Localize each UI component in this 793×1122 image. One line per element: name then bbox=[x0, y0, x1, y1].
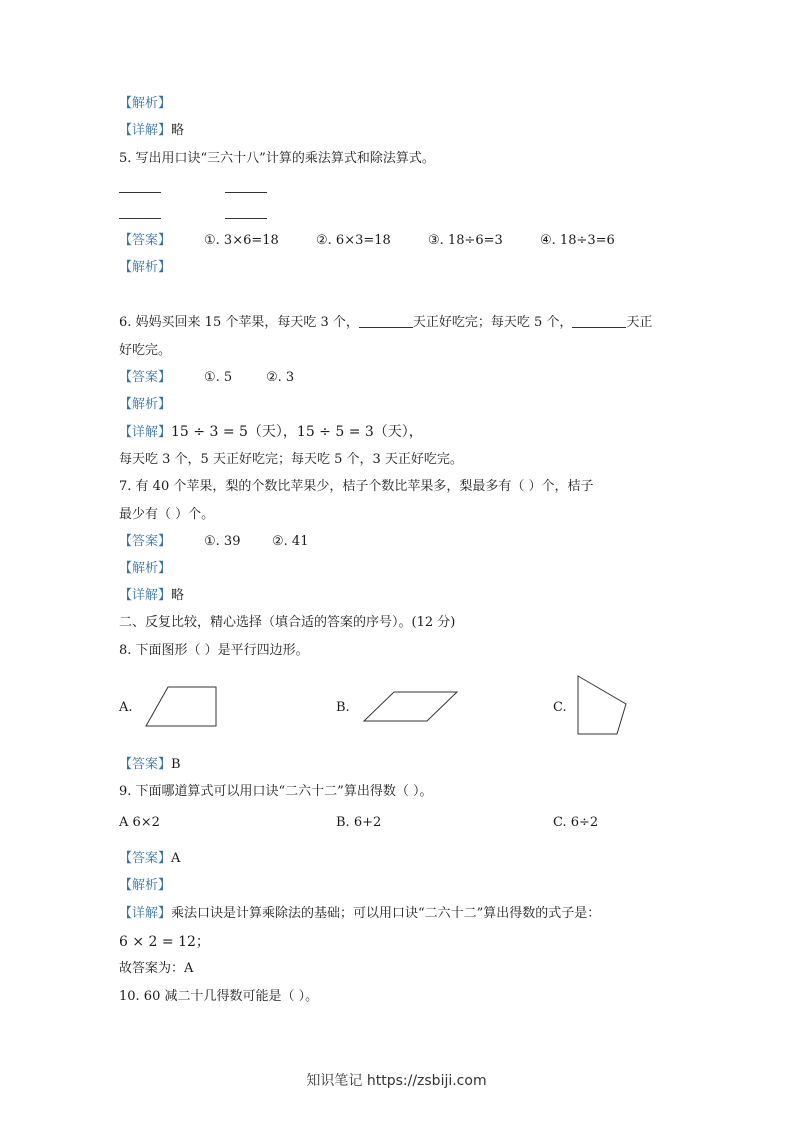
detail-text: 每天吃 3 个，5 天正好吃完；每天吃 5 个，3 天正好吃完。 bbox=[119, 452, 463, 467]
option-b-label: B. bbox=[336, 700, 350, 715]
answer-blank bbox=[225, 191, 267, 193]
answer-value: B bbox=[171, 757, 181, 772]
question-8: 8. 下面图形（ ）是平行四边形。 bbox=[119, 643, 309, 658]
detail-text: 略 bbox=[171, 123, 185, 138]
detail-text: 略 bbox=[171, 588, 185, 603]
detail-tag: 【详解】 bbox=[119, 906, 172, 921]
question-10: 10. 60 减二十几得数可能是（ ）。 bbox=[119, 989, 319, 1004]
answer-line bbox=[119, 756, 181, 774]
q6-text-b: 天正好吃完；每天吃 5 个， bbox=[412, 315, 573, 330]
question-6-line2: 好吃完。 bbox=[119, 343, 172, 358]
answer-blank bbox=[359, 326, 413, 328]
section-title: 二、反复比较，精心选择（填合适的答案的序号）。(12 分) bbox=[119, 615, 456, 630]
analysis-tag: 【解析】 bbox=[119, 260, 172, 275]
answer-blank bbox=[119, 217, 161, 219]
option-c-label: C. bbox=[553, 700, 567, 715]
detail-line bbox=[119, 905, 600, 923]
answer-blank bbox=[225, 217, 267, 219]
question-9: 9. 下面哪道算式可以用口诀“二六十二”算出得数（ ）。 bbox=[119, 784, 433, 799]
answer-line bbox=[119, 232, 171, 250]
analysis-tag: 【解析】 bbox=[119, 397, 172, 412]
detail-tag: 【详解】 bbox=[119, 425, 172, 440]
answer-tag: 【答案】 bbox=[119, 851, 172, 866]
answer-value: ②. 3 bbox=[266, 370, 295, 385]
detail-text: 乘法口诀是计算乘除法的基础；可以用口诀“二六十二”算出得数的式子是： bbox=[171, 906, 601, 921]
option-b: B. 6+2 bbox=[336, 815, 382, 830]
detail-math: 6 × 2 = 12； bbox=[119, 934, 210, 950]
answer-blank bbox=[119, 191, 161, 193]
question-5: 5. 写出用口诀“三六十八”计算的乘法算式和除法算式。 bbox=[119, 151, 435, 166]
answer-value: ①. 39 bbox=[204, 534, 241, 549]
conclusion-text: 故答案为：A bbox=[119, 961, 194, 976]
detail-tag: 【详解】 bbox=[119, 588, 172, 603]
answer-blank bbox=[572, 326, 626, 328]
q6-text-c: 天正 bbox=[626, 315, 653, 330]
answer-value: ②. 6×3=18 bbox=[316, 233, 391, 248]
answer-value: ③. 18÷6=3 bbox=[428, 233, 503, 248]
q6-text-a: 6. 妈妈买回来 15 个苹果，每天吃 3 个， bbox=[119, 315, 359, 330]
answer-value: ②. 41 bbox=[272, 534, 309, 549]
answer-value: ④. 18÷3=6 bbox=[540, 233, 615, 248]
answer-value: ①. 5 bbox=[204, 370, 233, 385]
answer-tag: 【答案】 bbox=[119, 370, 172, 385]
answer-tag: 【答案】 bbox=[119, 233, 172, 248]
answer-tag: 【答案】 bbox=[119, 534, 172, 549]
option-a: A 6×2 bbox=[119, 815, 160, 830]
analysis-tag: 【解析】 bbox=[119, 96, 172, 111]
answer-line bbox=[119, 533, 171, 551]
question-7-line1: 7. 有 40 个苹果，梨的个数比苹果少，桔子个数比苹果多，梨最多有（ ）个，桔子 bbox=[119, 479, 594, 494]
answer-tag: 【答案】 bbox=[119, 757, 172, 772]
detail-tag: 【详解】 bbox=[119, 123, 172, 138]
option-c: C. 6÷2 bbox=[553, 815, 599, 830]
question-6-line1 bbox=[119, 314, 652, 332]
detail-line bbox=[119, 587, 184, 605]
analysis-tag: 【解析】 bbox=[119, 561, 172, 576]
analysis-tag: 【解析】 bbox=[119, 878, 172, 893]
footer-watermark: 知识笔记 https://zsbiji.com bbox=[306, 1073, 487, 1089]
answer-value: ①. 3×6=18 bbox=[204, 233, 279, 248]
question-7-line2: 最少有（ ）个。 bbox=[119, 507, 215, 522]
pentagon-shape bbox=[572, 672, 634, 738]
trapezoid-shape bbox=[140, 683, 225, 733]
option-a-label: A. bbox=[119, 700, 133, 715]
detail-line bbox=[119, 423, 423, 442]
answer-value: A bbox=[171, 851, 181, 866]
detail-math: 15 ÷ 3 = 5（天），15 ÷ 5 = 3（天）， bbox=[171, 424, 423, 440]
parallelogram-shape bbox=[358, 687, 463, 727]
answer-line bbox=[119, 850, 180, 868]
detail-line bbox=[119, 122, 184, 140]
answer-line bbox=[119, 369, 171, 387]
